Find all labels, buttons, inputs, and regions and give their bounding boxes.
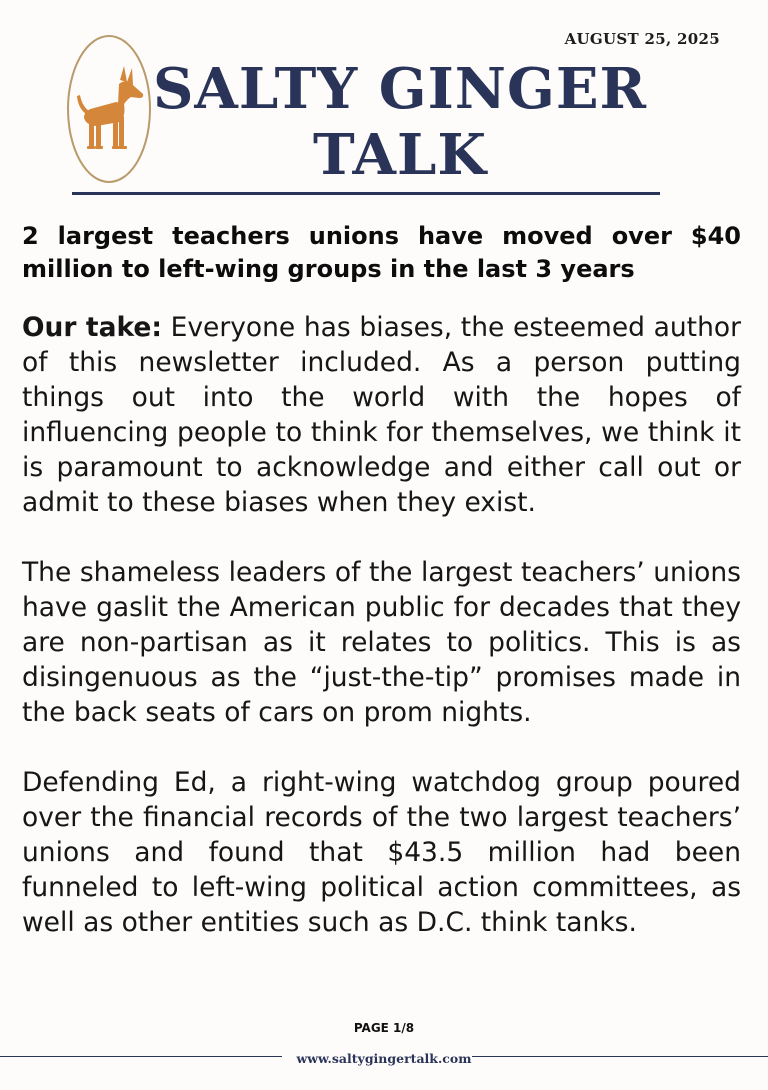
header-divider	[72, 192, 660, 195]
paragraph-1	[22, 310, 741, 520]
logo	[66, 34, 152, 184]
website-link[interactable]: www.saltygingertalk.com	[296, 1051, 472, 1066]
page-number: PAGE 1/8	[353, 1021, 415, 1035]
article-headline: 2 largest teachers unions have moved over $40 million to left-wing groups in the last 3 years	[22, 222, 741, 283]
masthead-line-1: SALTY GINGER	[152, 56, 648, 122]
masthead-title	[150, 56, 650, 188]
masthead-line-2: TALK	[312, 122, 488, 188]
issue-date: AUGUST 25, 2025	[564, 30, 720, 48]
paragraph-2: The shameless leaders of the largest teachers’ unions have gaslit the American public for decades that they are non-partisan as it relates to politics. This is as disingenuous as the “just-the-tip” promises made in the back seats of cars on prom nights.	[22, 557, 741, 728]
article-body	[22, 310, 741, 975]
paragraph-1-text: Everyone has biases, the esteemed author of this newsletter included. As a person putting things out into the world with the hopes of influencing people to think for themselves, we think it is paramount to acknowledge and either call out or admit to these biases when they exist.	[22, 312, 741, 518]
paragraph-3: Defending Ed, a right-wing watchdog group poured over the financial records of the two largest teachers’ unions and found that $43.5 million had been funneled to left-wing political action committees, as well as other entities such as D.C. think tanks.	[22, 767, 741, 938]
lead-label: Our take:	[22, 312, 162, 343]
dog-icon	[66, 34, 152, 184]
